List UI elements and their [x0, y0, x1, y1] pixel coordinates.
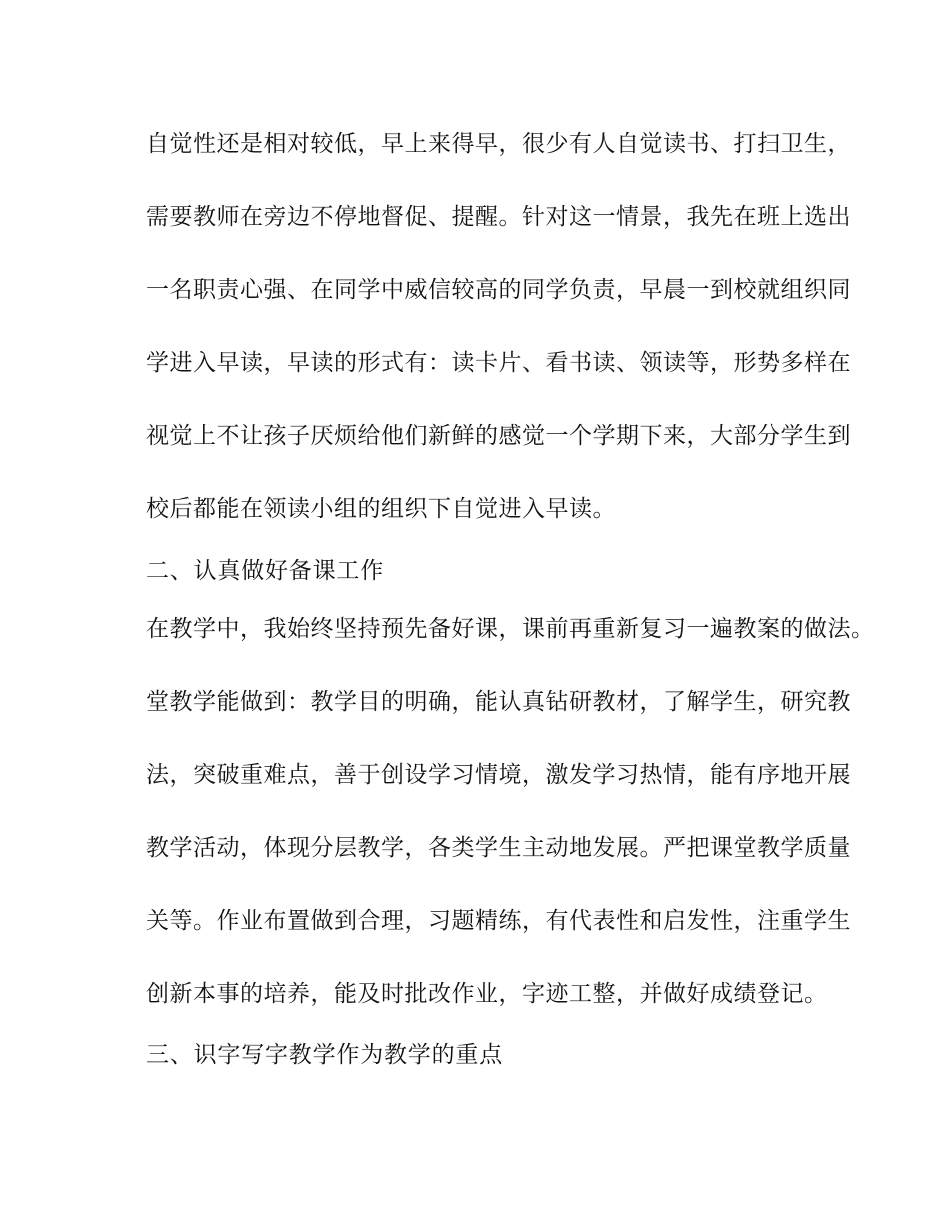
paragraph-line: 一名职责心强、在同学中威信较高的同学负责，早晨一到校就组织同 [146, 277, 851, 303]
paragraph-line: 关等。作业布置做到合理，习题精练，有代表性和启发性，注重学生 [146, 908, 851, 934]
paragraph-line: 法，突破重难点，善于创设学习情境，激发学习热情，能有序地开展 [146, 762, 851, 788]
paragraph-line: 学进入早读，早读的形式有：读卡片、看书读、领读等，形势多样在 [146, 350, 851, 376]
section-heading: 二、认真做好备课工作 [146, 558, 384, 584]
section-heading: 三、识字写字教学作为教学的重点 [146, 1042, 503, 1068]
paragraph-line: 堂教学能做到：教学目的明确，能认真钻研教材，了解学生，研究教 [146, 689, 851, 715]
paragraph-line: 需要教师在旁边不停地督促、提醒。针对这一情景，我先在班上选出 [146, 204, 851, 230]
paragraph-line: 创新本事的培养，能及时批改作业，字迹工整，并做好成绩登记。 [146, 981, 828, 1007]
paragraph-line: 在教学中，我始终坚持预先备好课，课前再重新复习一遍教案的做法。 [146, 616, 875, 642]
paragraph-line: 视觉上不让孩子厌烦给他们新鲜的感觉一个学期下来，大部分学生到 [146, 423, 851, 449]
paragraph-line: 校后都能在领读小组的组织下自觉进入早读。 [146, 496, 616, 522]
paragraph-line: 自觉性还是相对较低，早上来得早，很少有人自觉读书、打扫卫生， [146, 131, 851, 157]
paragraph-line: 教学活动，体现分层教学，各类学生主动地发展。严把课堂教学质量 [146, 835, 851, 861]
